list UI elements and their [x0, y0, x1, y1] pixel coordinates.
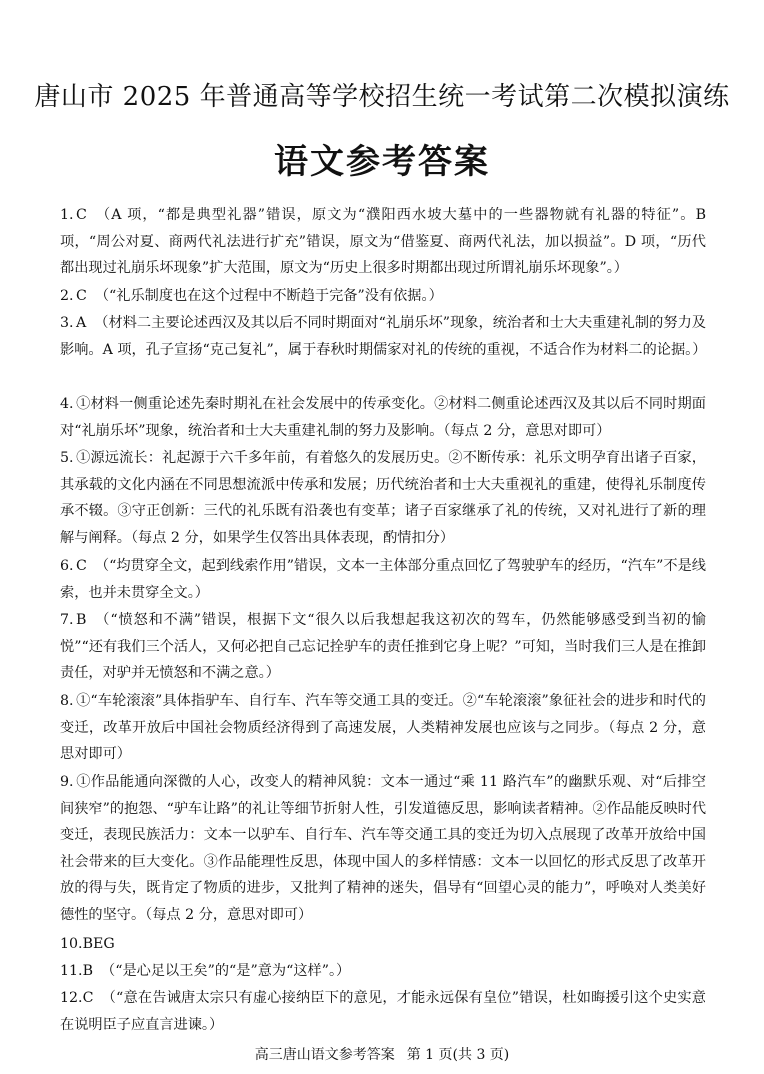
answer-item-11: [60, 958, 706, 985]
item-number: 2.: [60, 288, 74, 304]
item-number: 8.: [60, 693, 74, 709]
answer-item-1: [60, 202, 706, 282]
item-answer: C: [82, 990, 94, 1006]
answer-item-10: [60, 931, 706, 958]
page-footer: [0, 1044, 764, 1064]
answer-item-9: [60, 769, 706, 928]
answer-item-6: [60, 553, 706, 606]
item-explanation: （“均贯穿全文，起到线索作用”错误，文本一主体部分重点回忆了驾驶驴车的经历，“汽车”不是线索，也并未贯穿全文。）: [60, 558, 706, 601]
item-explanation: （A 项，“都是典型礼器”错误，原文为“濮阳西水坡大墓中的一些器物就有礼器的特征”。B 项，“周公对夏、商两代礼法进行扩充”错误，原文为“借鉴夏、商两代礼法，加以损益”。D 项，“历代都出现过礼崩乐坏现象”扩大范围，原文为“历史上很多时期都出现过所谓礼崩乐坏现象”。）: [60, 207, 706, 276]
item-explanation: （材料二主要论述西汉及其以后不同时期面对“礼崩乐坏”现象，统治者和士大夫重建礼制的努力及影响。A 项，孔子宣扬“克己复礼”，属于春秋时期儒家对礼的传统的重视，不适合作为材料二的论据。）: [60, 315, 707, 358]
exam-title: 唐山市 2025 年普通高等学校招生统一考试第二次模拟演练: [34, 82, 730, 112]
item-number: 5.: [60, 450, 74, 466]
footer-page-number: 第 1 页(共 3 页): [406, 1047, 510, 1063]
item-explanation: ①源远流长：礼起源于六千多年前，有着悠久的发展历史。②不断传承：礼乐文明孕育出诸子百家，其承载的文化内涵在不同思想流派中传承和发展；历代统治者和士大夫重视礼的重建，使得礼乐制度传承不辍。③守正创新：三代的礼乐既有沿袭也有变革；诸子百家继承了礼的传统，又对礼进行了新的理解与阐释。（每点 2 分，如果学生仅答出具体表现，酌情扣分）: [60, 450, 706, 546]
document-subtitle: 语文参考答案: [274, 142, 490, 182]
item-number: 4.: [60, 396, 74, 412]
footer-document-name: 高三唐山语文参考答案: [254, 1047, 395, 1063]
item-explanation: ①材料一侧重论述先秦时期礼在社会发展中的传承变化。②材料二侧重论述西汉及其以后不同时期面对“礼崩乐坏”现象，统治者和士大夫重建礼制的努力及影响。（每点 2 分，意思对即可）: [60, 396, 706, 439]
item-number: 1.: [60, 207, 74, 223]
answer-item-3: [60, 310, 706, 363]
item-number: 10.: [60, 936, 83, 952]
item-answer: C: [76, 288, 87, 304]
item-answer: C: [76, 207, 87, 223]
item-answer: C: [76, 558, 87, 574]
answer-item-2: [60, 283, 706, 310]
item-answer: A: [76, 315, 87, 331]
item-answer: B: [82, 963, 94, 979]
answer-item-5: [60, 445, 706, 551]
item-explanation: （“意在告诫唐太宗只有虚心接纳臣下的意见，才能永远保有皇位”错误，杜如晦援引这个史实意在说明臣子应直言进谏。）: [60, 990, 706, 1033]
item-number: 3.: [60, 315, 74, 331]
item-number: 6.: [60, 558, 74, 574]
item-number: 7.: [60, 612, 74, 628]
item-explanation: （“愤怒和不满”错误，根据下文“很久以后我想起我这初次的驾车，仍然能够感受到当初的愉悦”“还有我们三个活人，又何必把自己忘记拴驴车的责任推到它身上呢？”可知，当时我们三人是在推卸责任，对驴并无愤怒和不满之意。）: [60, 612, 707, 681]
item-explanation: ①“车轮滚滚”具体指驴车、自行车、汽车等交通工具的变迁。②“车轮滚滚”象征社会的进步和时代的变迁，改革开放后中国社会物质经济得到了高速发展，人类精神发展也应该与之同步。（每点 2 分，意思对即可）: [60, 693, 706, 762]
item-explanation: （“是心足以王矣”的“是”意为“这样”。）: [101, 963, 351, 979]
item-answer: B: [76, 612, 87, 628]
answer-item-4: [60, 391, 706, 444]
answer-item-8: [60, 688, 706, 768]
item-number: 11.: [60, 963, 83, 979]
item-explanation: ①作品能通向深微的人心，改变人的精神风貌：文本一通过“乘 11 路汽车”的幽默乐观、对“后排空间狭窄”的抱怨、“驴车让路”的礼让等细节折射人性，引发道德反思，影响读者精神。②作品能反映时代变迁，表现民族活力：文本一以驴车、自行车、汽车等交通工具的变迁为切入点展现了改革开放给中国社会带来的巨大变化。③作品能理性反思，体现中国人的多样情感：文本一以回忆的形式反思了改革开放的得与失，既肯定了物质的进步，又批判了精神的迷失，倡导有“回望心灵的能力”，呼唤对人类美好德性的坚守。（每点 2 分，意思对即可）: [60, 774, 707, 923]
answer-item-7: [60, 607, 706, 687]
item-number: 9.: [60, 774, 74, 790]
item-number: 12.: [60, 990, 83, 1006]
answer-item-12: [60, 985, 706, 1038]
item-explanation: （“礼乐制度也在这个过程中不断趋于完备”没有依据。）: [94, 288, 443, 304]
item-answer: BEG: [82, 936, 115, 952]
